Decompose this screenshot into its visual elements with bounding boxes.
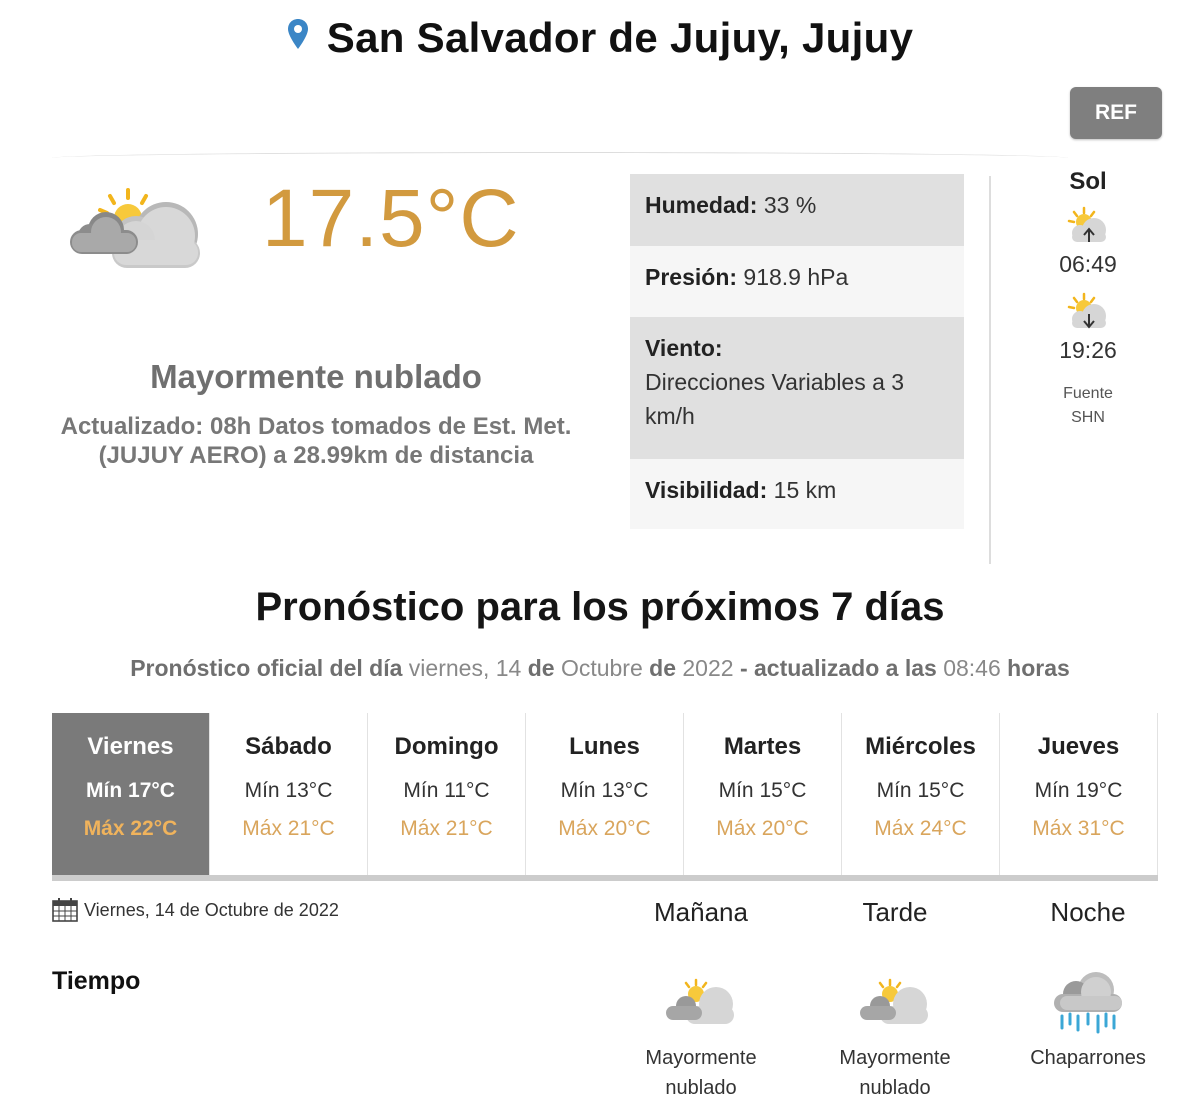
day-tab-viernes[interactable] bbox=[52, 713, 210, 875]
source-label: Fuente bbox=[1063, 385, 1113, 402]
period-desc-noche bbox=[998, 1043, 1178, 1073]
sunset-time: 19:26 bbox=[1059, 337, 1117, 363]
day-name: Martes bbox=[723, 733, 802, 760]
location-pin-icon bbox=[287, 12, 309, 60]
partly-cloudy-icon bbox=[66, 186, 206, 281]
desc-line: nublado bbox=[859, 1077, 931, 1099]
period-desc-tarde bbox=[805, 1043, 985, 1103]
humidity-label: Humedad: bbox=[645, 192, 758, 218]
day-tab-lunes[interactable] bbox=[526, 713, 684, 875]
source-name: SHN bbox=[1071, 409, 1105, 426]
day-min: Mín 15°C bbox=[718, 779, 807, 802]
current-temperature: 17.5°C bbox=[262, 173, 520, 264]
day-tab-martes[interactable] bbox=[684, 713, 842, 875]
vertical-divider bbox=[989, 176, 991, 564]
day-max: Máx 22°C bbox=[83, 817, 178, 840]
day-max: Máx 20°C bbox=[558, 817, 651, 840]
forecast-title: Pronóstico para los próximos 7 días bbox=[255, 585, 945, 629]
day-max: Máx 21°C bbox=[400, 817, 493, 840]
wind-row bbox=[630, 317, 964, 459]
subtitle-year: 2022 bbox=[682, 655, 734, 681]
desc-line: Mayormente bbox=[645, 1047, 757, 1069]
period-tarde: Tarde bbox=[862, 897, 928, 927]
location-title bbox=[0, 14, 1200, 62]
sun-panel bbox=[1040, 166, 1136, 430]
weather-row-label: Tiempo bbox=[52, 967, 141, 995]
ref-button[interactable]: REF bbox=[1070, 87, 1162, 139]
visibility-row bbox=[630, 459, 964, 529]
day-max: Máx 21°C bbox=[242, 817, 335, 840]
day-tab-jueves[interactable] bbox=[1000, 713, 1158, 875]
sunset-icon bbox=[1040, 292, 1136, 337]
conditions-panel bbox=[630, 174, 964, 529]
wind-label: Viento: bbox=[645, 335, 723, 361]
day-name: Miércoles bbox=[865, 733, 976, 760]
pressure-label: Presión: bbox=[645, 264, 738, 290]
wind-value: Direcciones Variables a 3 km/h bbox=[645, 369, 905, 429]
desc-line: Chaparrones bbox=[1030, 1047, 1146, 1069]
sun-title: Sol bbox=[1069, 168, 1107, 195]
day-max: Máx 31°C bbox=[1032, 817, 1125, 840]
desc-line: nublado bbox=[665, 1077, 737, 1099]
partly-cloudy-icon bbox=[805, 968, 985, 1033]
day-name: Sábado bbox=[245, 733, 332, 760]
pressure-row bbox=[630, 246, 964, 317]
humidity-value: 33 % bbox=[763, 192, 817, 218]
visibility-label: Visibilidad: bbox=[645, 477, 768, 503]
selected-date bbox=[52, 898, 339, 922]
period-desc-manana bbox=[611, 1043, 791, 1103]
period-noche: Noche bbox=[1050, 897, 1126, 927]
day-name: Lunes bbox=[569, 733, 640, 760]
day-min: Mín 19°C bbox=[1034, 779, 1123, 802]
forecast-subtitle bbox=[0, 655, 1200, 682]
day-min: Mín 11°C bbox=[403, 779, 490, 802]
current-description: Mayormente nublado bbox=[150, 358, 482, 395]
visibility-value: 15 km bbox=[773, 477, 837, 503]
desc-line: Mayormente bbox=[839, 1047, 951, 1069]
day-tabs bbox=[52, 713, 1158, 881]
subtitle-prefix: Pronóstico oficial del día bbox=[130, 655, 403, 681]
subtitle-time: 08:46 bbox=[943, 655, 1001, 681]
day-min: Mín 17°C bbox=[86, 779, 175, 802]
day-min: Mín 15°C bbox=[876, 779, 965, 802]
day-min: Mín 13°C bbox=[244, 779, 333, 802]
day-name: Jueves bbox=[1037, 733, 1120, 760]
day-max: Máx 20°C bbox=[716, 817, 809, 840]
subtitle-updated: - actualizado a las bbox=[739, 655, 937, 681]
calendar-icon bbox=[52, 898, 78, 922]
partly-cloudy-icon bbox=[611, 968, 791, 1033]
day-name: Viernes bbox=[87, 733, 174, 760]
sunrise-time: 06:49 bbox=[1059, 251, 1117, 277]
period-manana: Mañana bbox=[654, 897, 748, 927]
day-tab-miercoles[interactable] bbox=[842, 713, 1000, 875]
rain-showers-icon bbox=[998, 968, 1178, 1039]
subtitle-suffix: horas bbox=[1007, 655, 1070, 681]
pressure-value: 918.9 hPa bbox=[743, 264, 849, 290]
humidity-row bbox=[630, 174, 964, 246]
day-min: Mín 13°C bbox=[560, 779, 649, 802]
update-info: Actualizado: 08h Datos tomados de Est. Met. (JUJUY AERO) a 28.99km de distancia bbox=[60, 413, 572, 469]
day-tab-domingo[interactable] bbox=[368, 713, 526, 875]
subtitle-month: Octubre bbox=[560, 655, 643, 681]
divider bbox=[52, 152, 1068, 158]
location-name: San Salvador de Jujuy, Jujuy bbox=[326, 14, 914, 61]
sunrise-icon bbox=[1040, 206, 1136, 251]
subtitle-de: de bbox=[527, 655, 555, 681]
subtitle-de: de bbox=[649, 655, 676, 681]
day-tab-sabado[interactable] bbox=[210, 713, 368, 875]
selected-date-text: Viernes, 14 de Octubre de 2022 bbox=[84, 899, 339, 920]
subtitle-weekday: viernes, 14 bbox=[408, 655, 522, 681]
day-name: Domingo bbox=[394, 733, 499, 760]
day-max: Máx 24°C bbox=[874, 817, 967, 840]
